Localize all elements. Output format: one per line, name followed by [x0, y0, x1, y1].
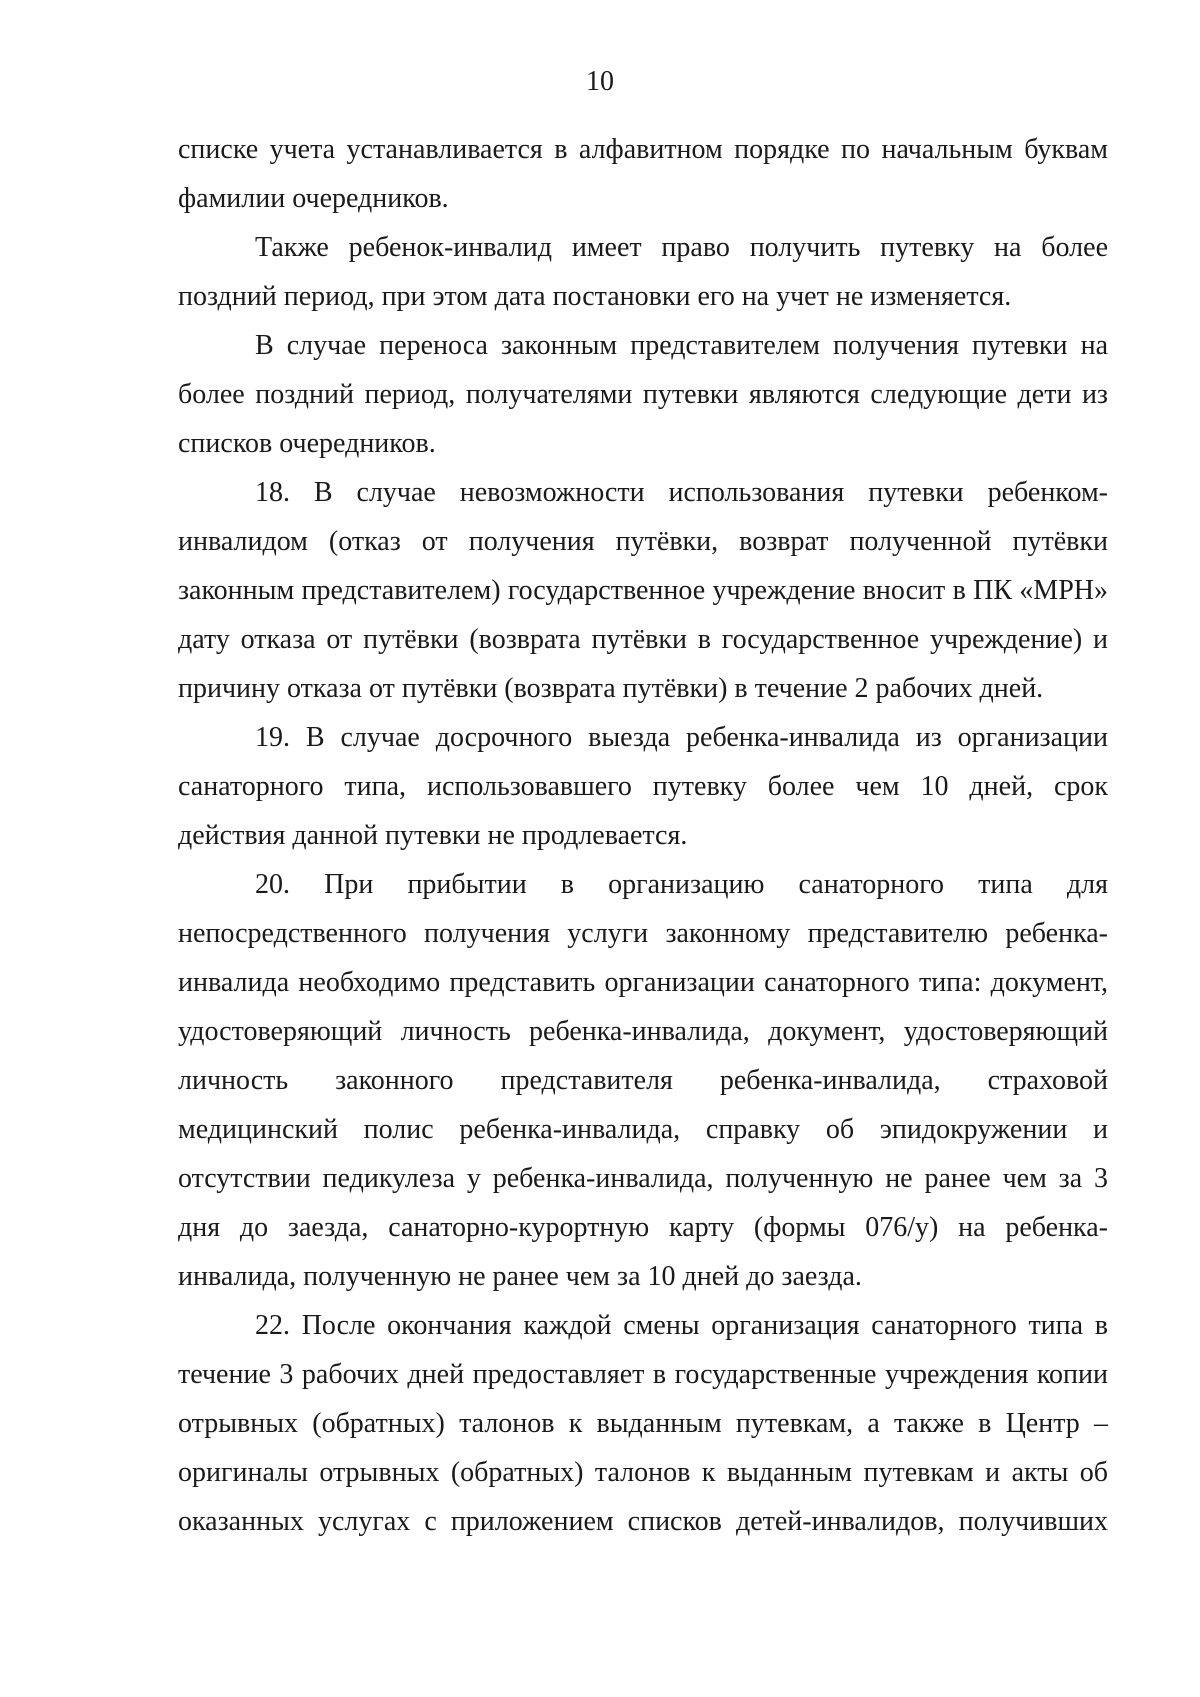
paragraph-item-18: 18. В случае невозможности использования путевки ребенком-инвалидом (отказ от получения путёвки, возврат полученной путёвки законным представителем) государственное учреждение вносит в ПК «МРН» дату отказа от путёвки (возврата путёвки в государственное учреждение) и причину отказа от путёвки (возврата путёвки) в течение 2 рабочих дней.	[178, 477, 1108, 704]
paragraph-continuation: списке учета устанавливается в алфавитном порядке по начальным буквам фамилии очередников.	[178, 134, 1108, 214]
page-number: 10	[586, 66, 614, 97]
paragraph-later-period: Также ребенок-инвалид имеет право получить путевку на более поздний период, при этом дата постановки его на учет не изменяется.	[178, 232, 1108, 312]
paragraph-item-19: 19. В случае досрочного выезда ребенка-инвалида из организации санаторного типа, использовавшего путевку более чем 10 дней, срок действия данной путевки не продлевается.	[178, 722, 1108, 851]
paragraph-item-20: 20. При прибытии в организацию санаторного типа для непосредственного получения услуги законному представителю ребенка-инвалида необходимо представить организации санаторного типа: документ, удостоверяющий личность ребенка-инвалида, документ, удостоверяющий личность законного представителя ребенка-инвалида, страховой медицинский полис ребенка-инвалида, справку об эпидокружении и отсутствии педикулеза у ребенка-инвалида, полученную не ранее чем за 3 дня до заезда, санаторно-курортную карту (формы 076/у) на ребенка-инвалида, полученную не ранее чем за 10 дней до заезда.	[178, 869, 1108, 1292]
paragraph-item-22: 22. После окончания каждой смены организация санаторного типа в течение 3 рабочих дней предоставляет в государственные учреждения копии отрывных (обратных) талонов к выданным путевкам, а также в Центр – оригиналы отрывных (обратных) талонов к выданным путевкам и акты об оказанных услугах с приложением списков детей-инвалидов, получивших	[178, 1310, 1108, 1537]
paragraph-transfer: В случае переноса законным представителем получения путевки на более поздний период, получателями путевки являются следующие дети из списков очередников.	[178, 330, 1108, 459]
document-body	[178, 125, 1108, 1546]
